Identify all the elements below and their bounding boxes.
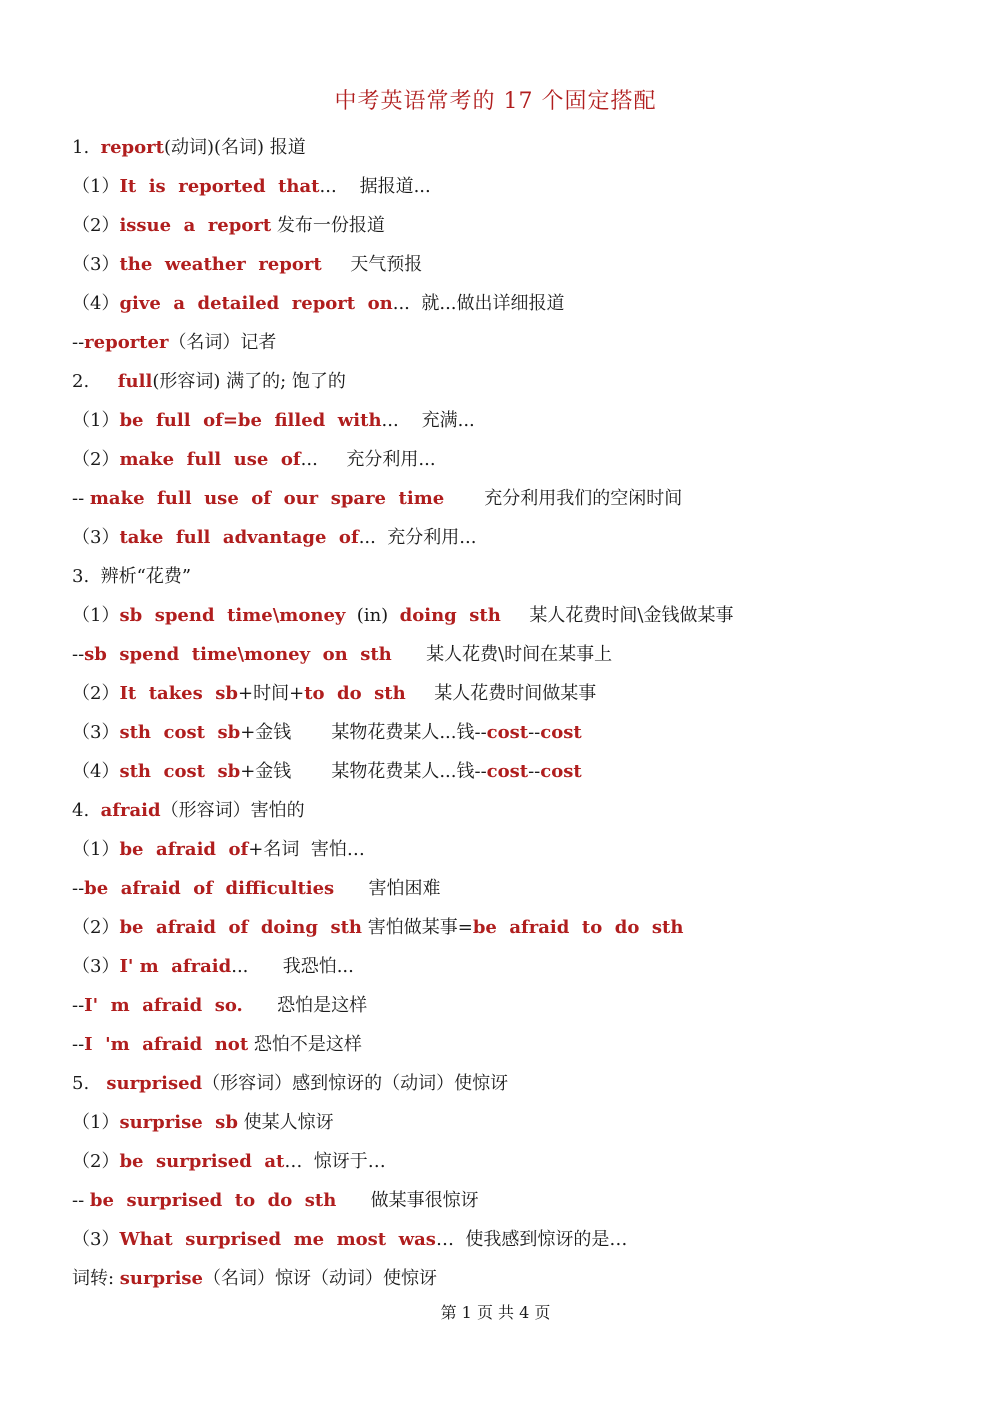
english-phrase: cost	[486, 722, 529, 743]
text-line	[72, 1144, 952, 1183]
page-footer: 第 1 页 共 4 页	[440, 1303, 551, 1322]
text-line	[72, 1261, 952, 1300]
text-line	[72, 520, 952, 559]
chinese-text: （4）	[72, 761, 120, 782]
chinese-text: 某人花费时间\金钱做某事	[500, 605, 734, 626]
text-line	[72, 403, 952, 442]
chinese-text: +金钱 某物花费某人...钱--	[240, 761, 487, 782]
text-line	[72, 715, 952, 754]
chinese-text: （形容词）感到惊讶的（动词）使惊讶	[202, 1073, 509, 1094]
page-title: 中考英语常考的 17 个固定搭配	[334, 89, 657, 114]
text-line	[72, 169, 952, 208]
english-phrase: full	[117, 371, 153, 392]
chinese-text: --	[528, 761, 541, 782]
text-line	[72, 1066, 952, 1105]
chinese-text: 发布一份报道	[271, 215, 385, 236]
chinese-text: (动词)(名词) 报道	[163, 137, 306, 158]
chinese-text: … 惊讶于…	[284, 1151, 386, 1172]
chinese-text: 4.	[72, 800, 101, 821]
english-phrase: cost	[540, 722, 582, 743]
english-phrase: sth cost sb	[119, 761, 241, 782]
chinese-text: … 使我感到惊讶的是…	[435, 1229, 628, 1250]
text-line	[72, 1222, 952, 1261]
text-line	[72, 1183, 952, 1222]
english-phrase: to do sth	[304, 683, 406, 704]
chinese-text: （1）	[72, 410, 120, 431]
english-phrase: surprised	[106, 1073, 203, 1094]
chinese-text: --	[72, 995, 85, 1016]
english-phrase: be surprised at	[119, 1151, 285, 1172]
chinese-text: --	[72, 1034, 85, 1055]
chinese-text: （3）	[72, 1229, 120, 1250]
chinese-text: 害怕做某事=	[362, 917, 473, 938]
text-line	[72, 442, 952, 481]
text-line	[72, 988, 952, 1027]
chinese-text: ... 就...做出详细报道	[392, 293, 565, 314]
chinese-text: （形容词）害怕的	[160, 800, 305, 821]
chinese-text: （1）	[72, 605, 120, 626]
english-phrase: What surprised me most was	[119, 1229, 436, 1250]
text-line	[72, 364, 952, 403]
content-lines	[72, 130, 952, 1300]
chinese-text: （3）	[72, 527, 120, 548]
chinese-text: ... 据报道...	[319, 176, 431, 197]
english-phrase: issue a report	[119, 215, 272, 236]
chinese-text: （名词）惊讶（动词）使惊讶	[203, 1268, 437, 1289]
chinese-text: （名词）记者	[168, 332, 277, 353]
chinese-text: 充分利用我们的空闲时间	[444, 488, 683, 509]
chinese-text: 恐怕是这样	[242, 995, 368, 1016]
chinese-text: 1.	[72, 137, 101, 158]
english-phrase: make full use of	[119, 449, 301, 470]
chinese-text: 天气预报	[321, 254, 423, 275]
text-line	[72, 325, 952, 364]
chinese-text: 词转:	[72, 1268, 120, 1289]
chinese-text: --	[72, 488, 90, 509]
english-phrase: It is reported that	[119, 176, 320, 197]
english-phrase: I' m afraid	[119, 956, 232, 977]
english-phrase: take full advantage of	[119, 527, 359, 548]
english-phrase: I 'm afraid not	[84, 1034, 249, 1055]
chinese-text: 恐怕不是这样	[248, 1034, 362, 1055]
english-phrase: make full use of our spare time	[89, 488, 445, 509]
chinese-text: （1）	[72, 176, 120, 197]
chinese-text: ... 充满...	[381, 410, 475, 431]
text-line	[72, 910, 952, 949]
text-line	[72, 754, 952, 793]
chinese-text: （3）	[72, 254, 120, 275]
chinese-text: （2）	[72, 683, 120, 704]
english-phrase: be surprised to do sth	[89, 1190, 337, 1211]
chinese-text: --	[72, 332, 85, 353]
english-phrase: sth cost sb	[119, 722, 241, 743]
chinese-text: （3）	[72, 956, 120, 977]
text-line	[72, 637, 952, 676]
english-phrase: sb spend time\money	[119, 605, 346, 626]
chinese-text: 2.	[72, 371, 118, 392]
english-phrase: surprise sb	[119, 1112, 238, 1133]
text-line	[72, 481, 952, 520]
chinese-text: （2）	[72, 215, 120, 236]
english-phrase: afraid	[100, 800, 161, 821]
english-phrase: cost	[486, 761, 529, 782]
chinese-text: 某人花费\时间在某事上	[391, 644, 613, 665]
chinese-text: --	[528, 722, 541, 743]
chinese-text: --	[72, 1190, 90, 1211]
chinese-text: （2）	[72, 1151, 120, 1172]
chinese-text: （1）	[72, 1112, 120, 1133]
text-line	[72, 871, 952, 910]
chinese-text: --	[72, 644, 85, 665]
chinese-text: 做某事很惊讶	[336, 1190, 479, 1211]
chinese-text: ... 充分利用...	[300, 449, 436, 470]
english-phrase: I' m afraid so.	[84, 995, 243, 1016]
english-phrase: sb spend time\money on sth	[84, 644, 392, 665]
chinese-text: ... 我恐怕...	[231, 956, 354, 977]
english-phrase: cost	[540, 761, 582, 782]
english-phrase: the weather report	[119, 254, 322, 275]
text-line	[72, 559, 952, 598]
english-phrase: give a detailed report on	[119, 293, 393, 314]
chinese-text: （3）	[72, 722, 120, 743]
english-phrase: doing sth	[399, 605, 501, 626]
chinese-text: (形容词) 满了的; 饱了的	[152, 371, 346, 392]
chinese-text: 某人花费时间做某事	[405, 683, 597, 704]
english-phrase: report	[100, 137, 164, 158]
chinese-text: 害怕困难	[334, 878, 441, 899]
english-phrase: be afraid of	[119, 839, 249, 860]
chinese-text: 3. 辨析“花费”	[72, 566, 192, 587]
english-phrase: be full of=be filled with	[119, 410, 382, 431]
english-phrase: be afraid to do sth	[472, 917, 684, 938]
english-phrase: reporter	[84, 332, 169, 353]
chinese-text: (in)	[345, 605, 400, 626]
text-line	[72, 676, 952, 715]
text-line	[72, 1105, 952, 1144]
chinese-text: 5.	[72, 1073, 107, 1094]
text-line	[72, 598, 952, 637]
text-line	[72, 130, 952, 169]
english-phrase: be afraid of difficulties	[84, 878, 335, 899]
chinese-text: （4）	[72, 293, 120, 314]
chinese-text: ... 充分利用...	[358, 527, 477, 548]
english-phrase: It takes sb	[119, 683, 239, 704]
text-line	[72, 949, 952, 988]
english-phrase: surprise	[119, 1268, 203, 1289]
text-line	[72, 286, 952, 325]
chinese-text: +名词 害怕…	[248, 839, 365, 860]
text-line	[72, 793, 952, 832]
chinese-text: 使某人惊讶	[237, 1112, 334, 1133]
text-line	[72, 208, 952, 247]
chinese-text: （1）	[72, 839, 120, 860]
text-line	[72, 1027, 952, 1066]
english-phrase: be afraid of doing sth	[119, 917, 362, 938]
text-line	[72, 247, 952, 286]
chinese-text: （2）	[72, 449, 120, 470]
chinese-text: --	[72, 878, 85, 899]
text-line	[72, 832, 952, 871]
chinese-text: （2）	[72, 917, 120, 938]
chinese-text: +时间+	[238, 683, 305, 704]
chinese-text: +金钱 某物花费某人...钱--	[240, 722, 487, 743]
